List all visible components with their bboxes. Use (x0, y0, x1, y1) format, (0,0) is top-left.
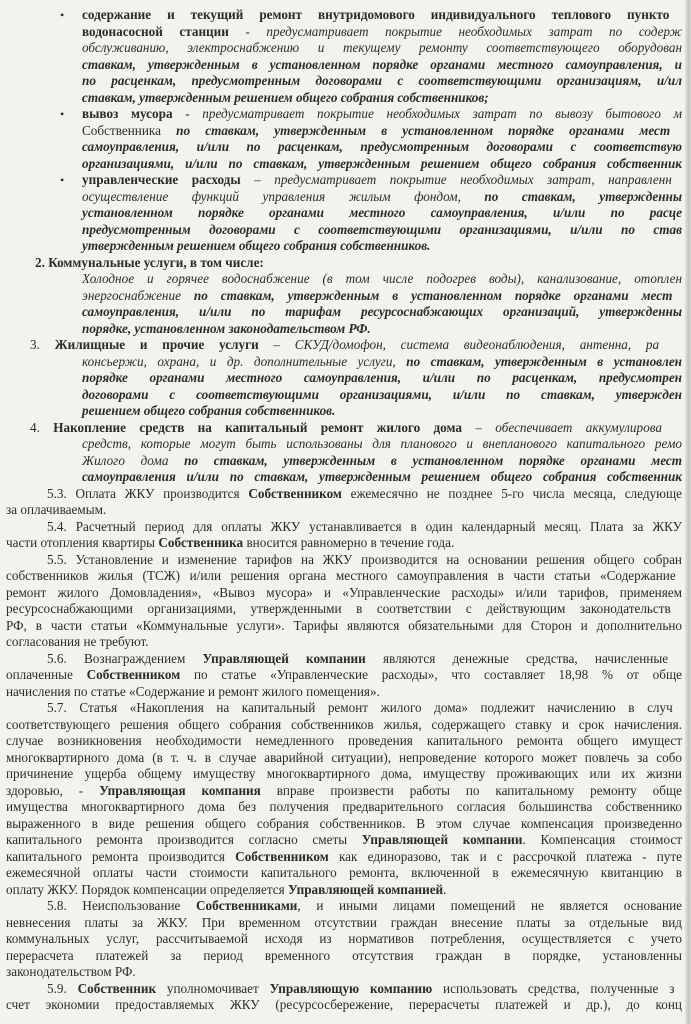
text-run: уполномочивает (156, 980, 270, 996)
text-run: – СКУД/домофон, система видеонаблюдения, антенна, ра (258, 337, 660, 352)
line-text (82, 40, 682, 57)
text-run: Собственник (77, 980, 157, 996)
line-text (82, 205, 682, 222)
line-text (82, 370, 682, 387)
text-run: 5.4. Расчетный период для оплаты ЖКУ устанавливается в один календарный месяц. Плата за ЖКУ (47, 518, 682, 534)
line-text (82, 189, 682, 206)
text-line (0, 90, 691, 107)
text-line (0, 766, 691, 783)
text-run: средств, которые могут быть использованы для планового и внепланового капитального ремо (82, 436, 682, 451)
text-run: оплату ЖКУ. Порядок компенсации определяется (6, 881, 288, 897)
text-run: Холодное и горячее водоснабжение (в том числе подогрев воды), канализование, отоплен (82, 271, 682, 286)
line-text (6, 915, 682, 932)
text-line (0, 618, 691, 635)
text-line (0, 387, 691, 404)
text-run: решением общего собрания собственников. (82, 403, 336, 418)
text-line (0, 123, 691, 140)
text-line (0, 370, 691, 387)
text-line (0, 585, 691, 602)
text-line (0, 156, 691, 173)
text-run: Управляющую компанию (269, 980, 433, 996)
text-run: энергоснабжение (82, 287, 194, 303)
line-text (6, 601, 671, 618)
text-line (0, 717, 691, 734)
line-text (82, 436, 682, 453)
line-text (47, 519, 682, 536)
text-line (0, 865, 691, 882)
text-run: договорами с соответствующими организациями, и/или по ставкам, утвержден (82, 386, 682, 402)
text-run: Управляющей компанией (288, 881, 444, 897)
bullet-icon: • (60, 173, 65, 187)
line-text (30, 420, 662, 437)
text-run: 3. (30, 337, 55, 352)
text-line (0, 667, 691, 684)
text-run: ремонт жилого Домовладения», «Вывоз мусора» и «Управленческие расходы» и/или тарифов, применяем (6, 584, 682, 600)
text-run: 5.9. (47, 980, 78, 996)
text-run: 2. Коммунальные услуги, в том числе: (35, 254, 264, 270)
line-text (6, 799, 682, 816)
text-run: как единоразово, так и с рассрочкой платежа - путе (328, 848, 682, 864)
text-line (0, 354, 691, 371)
line-text (6, 849, 682, 866)
text-line (0, 469, 691, 486)
line-text (82, 403, 335, 420)
text-line (0, 799, 691, 816)
text-run: по статье «Управленческие расходы», что составляет 18,98 % от обще (180, 667, 682, 682)
text-run: случае возникновения необходимости немедленного проведения капитального ремонта общего имущест (6, 733, 682, 748)
text-line (0, 535, 691, 552)
text-line (0, 222, 691, 239)
line-text (47, 898, 682, 915)
text-run: порядке органами местного самоуправления, и/или по расценкам, предусмотрен (82, 370, 682, 385)
text-line (0, 981, 691, 998)
text-run: соответствующего решения общего собрания собственников жилья, содержащего ставку и срок начисления. (6, 716, 682, 732)
text-line (0, 898, 691, 915)
text-run: счет экономии предоставляемых ЖКУ (ресурсосбережение, перерасчеты платежей и др.), до конц (6, 997, 682, 1012)
text-line (0, 700, 691, 717)
line-text (6, 502, 106, 519)
text-run: многоквартирного дома (в т. ч. в случае аварийной ситуации), непроведение которого может повлечь за собо (6, 749, 682, 765)
text-line (0, 519, 691, 536)
text-run: Управляющей компании (202, 650, 366, 666)
text-run: Накопление средств на капитальный ремонт жилого дома (53, 419, 463, 435)
line-text (82, 24, 682, 41)
text-line (0, 73, 691, 90)
text-line (0, 106, 691, 123)
line-text (47, 981, 674, 998)
line-text (47, 552, 682, 569)
text-line (0, 403, 691, 420)
text-run: перерасчета платежей за период временного отсутствия граждан в порядке, установленны (6, 947, 682, 963)
text-run: коммунальных услуг, рассчитываемой исходя из нормативов потребления, осуществляется с учето (6, 931, 682, 946)
line-text (6, 816, 682, 833)
text-run: по ставкам, утвержденным в установлен (406, 353, 682, 369)
text-run: выраженного в виде решения общего собрания собственников. В этом случае компенсация произведенно (6, 815, 682, 831)
line-text (6, 964, 136, 981)
text-run: организациями, и/или по ставкам, утвержденным решением общего собрания собственник (82, 155, 682, 171)
text-run: 5.5. Установление и изменение тарифов на ЖКУ производится на основании решения общего собран (47, 551, 682, 567)
text-run: Собственником (248, 485, 342, 501)
text-line (0, 40, 691, 57)
text-line (0, 997, 691, 1014)
line-text (6, 667, 682, 684)
text-line (0, 750, 691, 767)
text-line (0, 783, 691, 800)
text-run: . (443, 881, 447, 897)
line-text (6, 717, 682, 734)
text-run: установленном порядке органами местного самоуправления, и/или по расце (82, 205, 682, 220)
text-run: невнесения платы за ЖКУ. При временном отсутствии граждан внесение платы за отдельные вид (6, 914, 682, 930)
text-run: 5.6. Вознаграждением (47, 650, 203, 666)
line-text (82, 106, 682, 123)
text-run: по ставкам, утвержденным в установленном порядке органами мест (176, 122, 671, 138)
text-line (0, 453, 691, 470)
text-run: по ставкам, утвержденным в установленном порядке органами мест (193, 287, 673, 303)
line-text (6, 634, 149, 651)
text-line (0, 816, 691, 833)
text-run: 5.7. Статья «Накопления на капитальный ремонт жилого дома» подлежит начислению в случ (47, 700, 673, 715)
text-line (0, 436, 691, 453)
line-text (82, 304, 682, 321)
text-line (0, 420, 691, 437)
text-line (0, 832, 691, 849)
text-line (0, 139, 691, 156)
line-text (6, 832, 682, 849)
line-text (82, 139, 682, 156)
line-text (82, 73, 682, 90)
line-text (6, 783, 682, 800)
text-run: начисления по статье «Содержание и ремонт жилого помещения». (6, 683, 380, 699)
line-text (82, 172, 672, 189)
text-run: Жилищные и прочие услуги (54, 337, 259, 352)
text-run: капитального ремонта производится (6, 848, 236, 864)
line-text (6, 948, 682, 965)
text-run: вносится равномерно в течение года. (243, 535, 455, 550)
line-text (82, 238, 430, 255)
text-line (0, 634, 691, 651)
line-text (6, 733, 682, 750)
line-text (6, 865, 682, 882)
text-run: предусмотренным договорами с соответствующими организациями, и/или по став (82, 221, 682, 237)
text-line (0, 7, 691, 24)
text-run: ресурсоснабжающими организациями, утвержденными в соответствии с действующим законодательств (6, 601, 671, 616)
text-run: осуществление функций управления жилым фондом, (82, 188, 485, 204)
text-line (0, 915, 691, 932)
text-run: Жилого дома (82, 452, 185, 468)
text-run: Собственника (82, 122, 177, 138)
text-line (0, 964, 691, 981)
text-line (0, 271, 691, 288)
line-text (6, 568, 676, 585)
line-text (6, 931, 682, 948)
text-run: Собственником (235, 848, 329, 864)
text-run: консьержи, охрана, и др. дополнительные услуги, (82, 353, 407, 369)
text-run: утвержденным решением общего собрания собственников. (82, 238, 431, 253)
line-text (82, 90, 489, 107)
line-text (82, 387, 682, 404)
text-line (0, 568, 691, 585)
line-text (82, 288, 672, 305)
text-line (0, 24, 691, 41)
text-line (0, 733, 691, 750)
text-line (0, 288, 691, 305)
text-run: Управляющая компания (99, 782, 261, 798)
text-run: самоуправления, и/или по расценкам, предусмотренным договорами с соответствую (82, 139, 682, 154)
line-text (47, 651, 668, 668)
text-line (0, 304, 691, 321)
text-run: , и иными лицами помещений не является основание (297, 898, 682, 913)
text-run: Собственниками (196, 898, 298, 913)
text-run: имущества многоквартирного дома без получения предварительного согласия большинства собственнико (6, 799, 682, 814)
text-line (0, 948, 691, 965)
text-run: содержание и текущий ремонт внутридомового индивидуального теплового пункто (82, 7, 670, 22)
text-run: являются денежные средства, начисленные (365, 650, 669, 666)
text-run: водонасосной станции (82, 23, 229, 39)
text-run: части отопления квартиры (6, 535, 159, 550)
text-line (0, 651, 691, 668)
text-run: Собственником (86, 667, 181, 682)
text-run: 5.8. Неиспользование (47, 898, 197, 913)
text-run: – предусматривает покрытие необходимых затрат, направленн (240, 172, 672, 187)
text-run: использовать средства, полученные з (432, 980, 675, 996)
line-text (6, 882, 446, 899)
text-run: по ставкам, утвержденны (484, 188, 682, 204)
text-run: собственников жилья (ТСЖ) и/или решения органа местного самоуправления в части статьи «Содержание (6, 568, 676, 583)
text-run: капитального ремонта производится согласно сметы (6, 832, 362, 847)
text-run: 5.3. Оплата ЖКУ производится (47, 485, 249, 501)
text-line (0, 486, 691, 503)
text-run: порядке, установленном законодательством РФ. (82, 320, 371, 336)
line-text (82, 7, 669, 24)
text-run: обслуживанию, электроснабжению и текущему ремонту соответствующего оборудован (82, 40, 682, 55)
line-text (82, 453, 682, 470)
text-line (0, 189, 691, 206)
text-line (0, 684, 691, 701)
line-text (6, 585, 682, 602)
text-run: обеспечивает аккумулирова (495, 419, 662, 435)
line-text (6, 766, 682, 783)
line-text (82, 57, 682, 74)
text-line (0, 601, 691, 618)
text-run: вправе произвести работы по капитальному ремонту обще (260, 782, 682, 798)
text-run: по расценкам, предусмотренным договорами с соответствующими организациям, и/ил (82, 73, 682, 88)
text-line (0, 172, 691, 189)
text-run: РФ, в части статьи «Коммунальные услуги». Тарифы являются обязательными для Сторон и дополнительно (6, 617, 682, 633)
text-line (0, 502, 691, 519)
text-line (0, 255, 691, 272)
text-run: оплаченные (6, 667, 87, 682)
text-run: – (462, 419, 496, 435)
text-run: управленческие расходы (82, 172, 241, 187)
text-run: за оплачиваемым. (6, 502, 107, 517)
text-run: причинение ущерба общему имуществу многоквартирного дома, имуществу проживающих или их жизни (6, 766, 682, 781)
text-run: самоуправления и/или по ставкам, утвержденным решением общего собрания собственник (82, 469, 682, 484)
text-run: ежемесячно не позднее 5-го числа месяца, следующе (341, 485, 682, 501)
line-text (82, 222, 682, 239)
text-run: Управляющей компании (361, 832, 523, 847)
line-text (35, 255, 264, 272)
line-text (6, 535, 454, 552)
bullet-icon: • (60, 8, 65, 22)
text-line (0, 849, 691, 866)
line-text (6, 618, 682, 635)
text-run: . Компенсация стоимост (522, 832, 682, 847)
line-text (6, 684, 380, 701)
text-run: здоровью, - (6, 782, 100, 798)
text-line (0, 321, 691, 338)
text-run: Собственника (158, 535, 244, 550)
line-text (82, 354, 682, 371)
text-line (0, 337, 691, 354)
text-run: самоуправления, и/или по тарифам ресурсоснабжающих организаций, утвержденны (82, 304, 682, 319)
bullet-icon: • (60, 107, 65, 121)
line-text (82, 156, 682, 173)
text-line (0, 238, 691, 255)
text-line (0, 882, 691, 899)
text-run: по ставкам, утвержденным в установленном порядке органами мест (184, 452, 682, 468)
line-text (82, 123, 670, 140)
text-line (0, 552, 691, 569)
line-text (30, 337, 659, 354)
text-run: согласования не требуют. (6, 634, 149, 649)
text-run: - предусматривает покрытие необходимых затрат по содерж (228, 23, 682, 39)
line-text (6, 997, 682, 1014)
line-text (82, 271, 682, 288)
text-run: ставкам, утвержденным в установленном порядке органами местного самоуправления, и (82, 56, 682, 72)
text-run: ставкам, утвержденным решением общего собрания собственников; (82, 89, 489, 105)
text-run: законодательством РФ. (6, 964, 136, 979)
text-run: вывоз мусора (82, 106, 173, 121)
text-run: 4. (30, 419, 54, 435)
line-text (6, 750, 682, 767)
text-line (0, 205, 691, 222)
line-text (82, 469, 682, 486)
text-line (0, 931, 691, 948)
text-line (0, 57, 691, 74)
line-text (82, 321, 371, 338)
line-text (47, 700, 673, 717)
text-run: ежемесячной оплаты части стоимости капитального ремонта, включенной в ежемесячную квитанцию в (6, 865, 682, 880)
text-run: - предусматривает покрытие необходимых затрат по вывозу бытового м (172, 106, 682, 121)
line-text (47, 486, 682, 503)
